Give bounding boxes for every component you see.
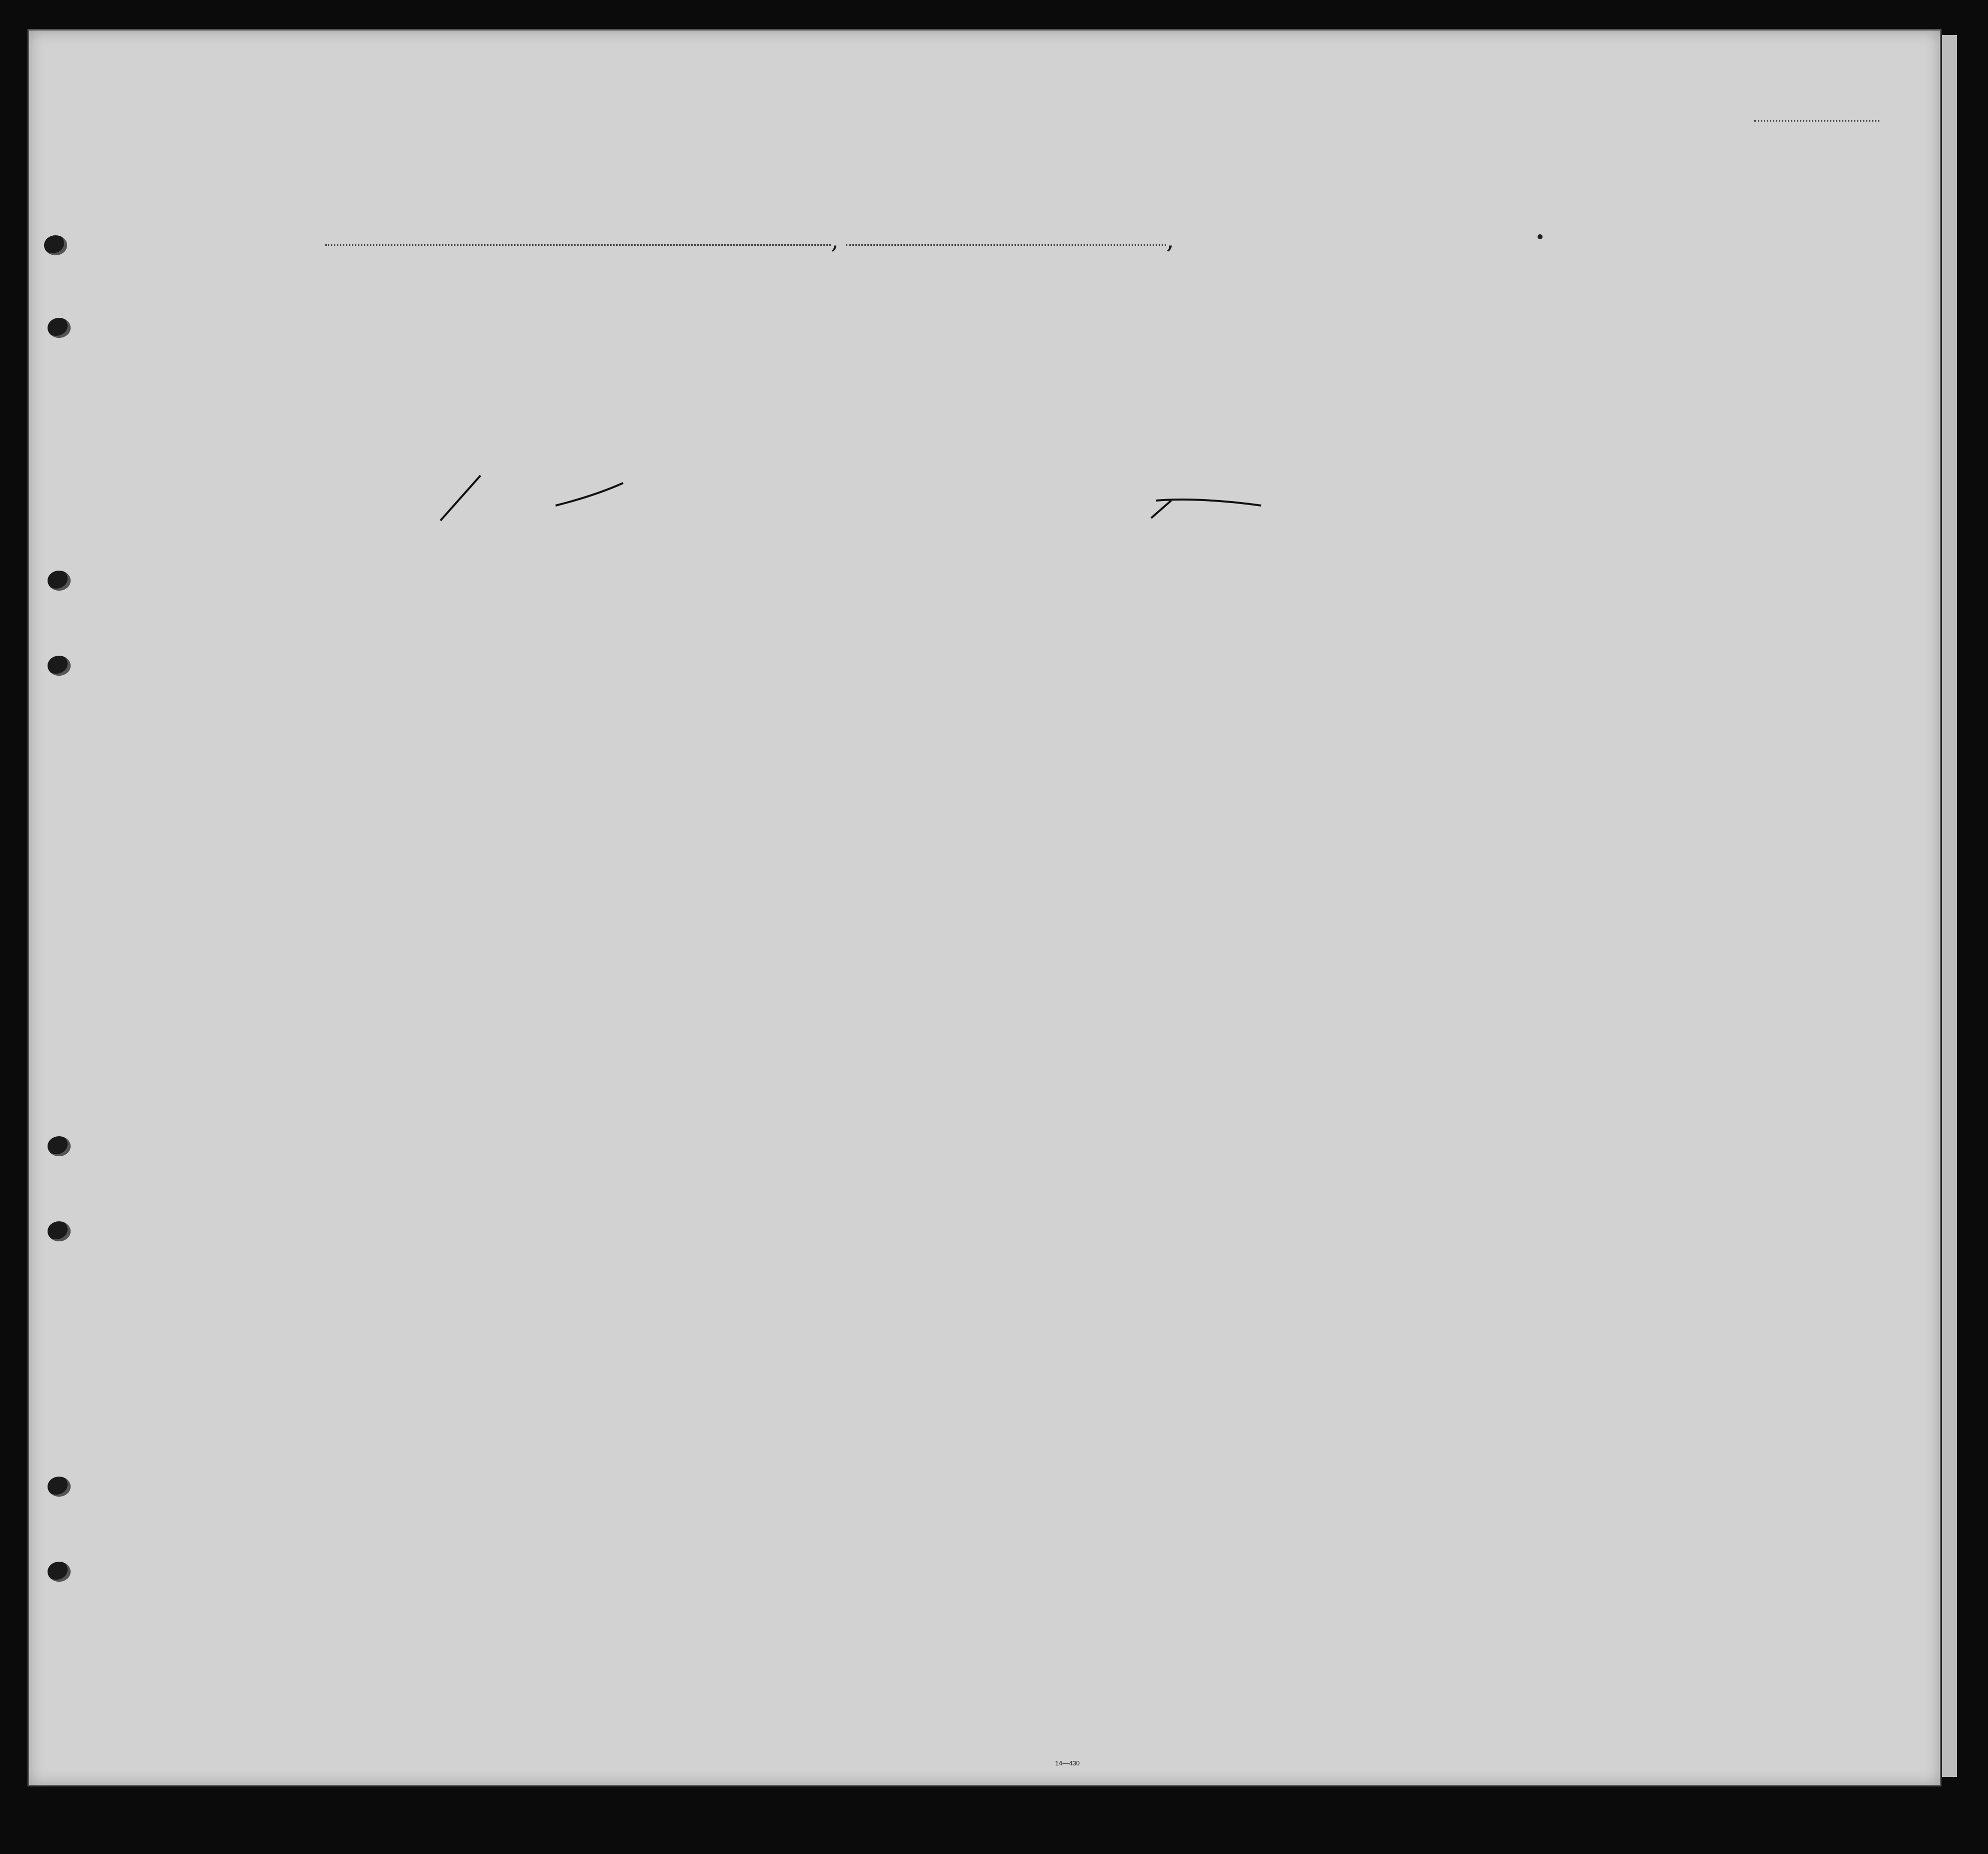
separator-comma: ,	[831, 225, 839, 254]
form-number: 14—430	[1055, 1759, 1080, 1767]
header-excluded	[1442, 330, 1457, 440]
header-purpose-return	[1144, 340, 1166, 440]
header-prison	[1251, 330, 1276, 440]
header-purpose-length	[1179, 340, 1201, 440]
header-overthrow	[1349, 330, 1389, 440]
header-arrested	[1467, 330, 1482, 440]
header-purpose-citizen	[1214, 340, 1236, 440]
separator-comma: ,	[1166, 225, 1174, 254]
header-labor-offer	[1401, 330, 1431, 440]
